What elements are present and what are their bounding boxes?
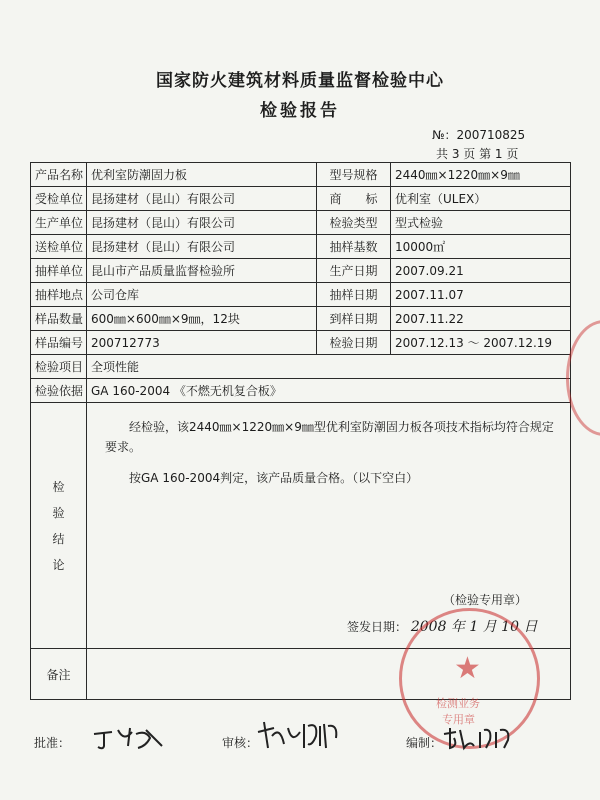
edge-seal — [566, 320, 600, 436]
conclusion-label-char: 论 — [52, 557, 65, 572]
table-row — [31, 235, 571, 259]
seal-text-line: 专用章 — [442, 713, 475, 726]
table-row — [31, 283, 571, 307]
page-info: 共 3 页 第 1 页 — [436, 147, 519, 161]
compiler-signature — [440, 722, 520, 754]
seal-text-line: 检测业务 — [436, 697, 480, 710]
field-value: 优利室（ULEX） — [391, 187, 571, 211]
field-value: 公司仓库 — [87, 283, 317, 307]
field-label: 商 标 — [317, 187, 391, 211]
field-value: 200712773 — [87, 331, 317, 355]
field-label: 检验项目 — [31, 355, 87, 379]
conclusion-label-char: 验 — [52, 505, 65, 520]
report-number: №：200710825 — [432, 128, 526, 142]
inspection-item-value: 全项性能 — [87, 355, 571, 379]
approve-label: 批准： — [34, 736, 71, 750]
field-value: 优利室防潮固力板 — [87, 163, 317, 187]
field-label: 抽样单位 — [31, 259, 87, 283]
field-label: 受检单位 — [31, 187, 87, 211]
field-label: 检验依据 — [31, 379, 87, 403]
compile-label: 编制： — [406, 736, 443, 750]
table-row — [31, 379, 571, 403]
seal-star-icon: ★ — [454, 651, 481, 686]
table-row — [31, 355, 571, 379]
review-label: 审核： — [222, 736, 259, 750]
field-label: 送检单位 — [31, 235, 87, 259]
table-row — [31, 259, 571, 283]
report-title: 检验报告 — [260, 101, 340, 121]
field-value: 2007.11.07 — [391, 283, 571, 307]
conclusion-label — [31, 403, 87, 649]
field-value: 2007.12.13 ～ 2007.12.19 — [391, 331, 571, 355]
field-value: 600㎜×600㎜×9㎜，12块 — [87, 307, 317, 331]
table-row — [31, 211, 571, 235]
field-value: 昆扬建材（昆山）有限公司 — [87, 235, 317, 259]
seal-caption: （检验专用章） — [443, 593, 528, 607]
field-value: 10000㎡ — [391, 235, 571, 259]
field-label: 抽样地点 — [31, 283, 87, 307]
field-label: 到样日期 — [317, 307, 391, 331]
reviewer-signature — [254, 714, 344, 754]
field-label: 抽样基数 — [317, 235, 391, 259]
issue-date-label: 签发日期： — [347, 620, 408, 634]
table-row — [31, 187, 571, 211]
approver-signature — [90, 720, 170, 752]
conclusion-label-char: 结 — [52, 531, 65, 546]
field-label: 型号规格 — [317, 163, 391, 187]
field-label: 抽样日期 — [317, 283, 391, 307]
field-value: 昆扬建材（昆山）有限公司 — [87, 211, 317, 235]
conclusion-label-char: 检 — [52, 479, 65, 494]
field-value: 2440㎜×1220㎜×9㎜ — [391, 163, 571, 187]
conclusion-paragraph: 按GA 160-2004判定，该产品质量合格。（以下空白） — [129, 471, 419, 485]
field-value: 昆扬建材（昆山）有限公司 — [87, 187, 317, 211]
inspection-basis-value: GA 160-2004 《不燃无机复合板》 — [87, 379, 571, 403]
field-label: 检验类型 — [317, 211, 391, 235]
org-title: 国家防火建筑材料质量监督检验中心 — [156, 71, 444, 91]
table-row — [31, 163, 571, 187]
conclusion-body — [87, 403, 571, 649]
table-row — [31, 307, 571, 331]
field-value: 2007.09.21 — [391, 259, 571, 283]
field-value: 型式检验 — [391, 211, 571, 235]
table-row — [31, 331, 571, 355]
field-value: 昆山市产品质量监督检验所 — [87, 259, 317, 283]
field-label: 样品数量 — [31, 307, 87, 331]
field-label: 产品名称 — [31, 163, 87, 187]
field-label: 生产日期 — [317, 259, 391, 283]
field-label: 样品编号 — [31, 331, 87, 355]
field-label: 生产单位 — [31, 211, 87, 235]
remarks-label: 备注 — [31, 649, 87, 700]
conclusion-paragraph: 经检验，该2440㎜×1220㎜×9㎜型优利室防潮固力板各项技术指标均符合规定要求。 — [105, 420, 554, 454]
issue-date-value: 2008 年 1 月 10 日 — [410, 619, 538, 635]
field-value: 2007.11.22 — [391, 307, 571, 331]
field-label: 检验日期 — [317, 331, 391, 355]
